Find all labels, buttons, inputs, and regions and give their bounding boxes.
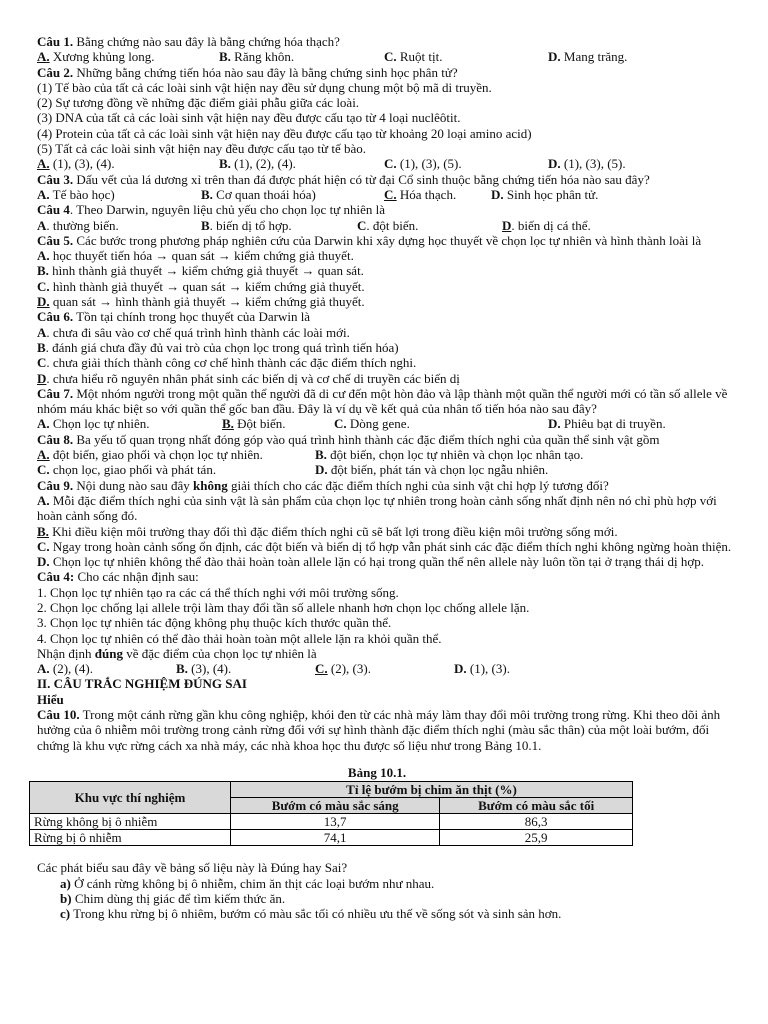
option-c: C. Dòng gene. bbox=[334, 416, 410, 432]
statement: (2) Sự tương đồng về những đặc điểm giải phẫu giữa các loài. bbox=[37, 95, 360, 111]
option-b: B. (1), (2), (4). bbox=[219, 156, 296, 172]
table-caption: Bảng 10.1. bbox=[347, 764, 407, 780]
statement: 4. Chọn lọc tự nhiên có thể đào thải hoàn toàn một allele lặn ra khỏi quần thể. bbox=[37, 630, 442, 646]
option-a: A. chưa đi sâu vào cơ chế quá trình hình thành các loài mới. bbox=[37, 324, 350, 340]
option-a: A. (2), (4). bbox=[37, 661, 93, 677]
answer-row bbox=[37, 462, 733, 477]
question-prompt: Nhận định đúng về đặc điểm của chọn lọc tự nhiên là bbox=[37, 645, 317, 661]
question-label: Câu 1. bbox=[37, 34, 74, 49]
answer-row bbox=[37, 447, 733, 462]
table-row bbox=[30, 814, 633, 830]
answer-row bbox=[37, 416, 733, 431]
question-8: Câu 8. Ba yếu tố quan trọng nhất đóng góp vào quá trình hình thành các đặc điểm thích nghi của quần thể sinh vật gồm bbox=[37, 431, 660, 447]
answer-row bbox=[37, 218, 733, 233]
option-d: D. biến dị cá thể. bbox=[502, 217, 591, 233]
option-d: D. Sinh học phân tử. bbox=[491, 186, 599, 202]
header-area: Khu vực thí nghiệm bbox=[30, 782, 231, 814]
statement: (1) Tế bào của tất cả các loài sinh vật hiện nay đều sử dụng chung một bộ mã di truyền. bbox=[37, 79, 492, 95]
option-d: D. chưa hiểu rõ nguyên nhân phát sinh các biến dị và cơ chế di truyền các biến dị bbox=[37, 370, 460, 386]
option-a: A. đột biến, giao phối và chọn lọc tự nhiên. bbox=[37, 447, 263, 463]
option-a: A. thường biến. bbox=[37, 217, 119, 233]
question-1 bbox=[37, 34, 733, 49]
option-b: B. Răng khôn. bbox=[219, 49, 295, 65]
claim-c: c) Trong khu rừng bị ô nhiêm, bướm có màu sắc tối có nhiều ưu thế về sống sót và sinh sản hơn. bbox=[60, 906, 562, 922]
statement: (3) DNA của tất cả các loài sinh vật hiện nay đều được cấu tạo từ 4 loại nuclêôtit. bbox=[37, 110, 461, 126]
option-c: C. hình thành giả thuyết → quan sát → kiểm chứng giả thuyết. bbox=[37, 278, 365, 294]
question-4: Câu 4. Theo Darwin, nguyên liệu chủ yếu cho chọn lọc tự nhiên là bbox=[37, 202, 385, 218]
statement: 3. Chọn lọc tự nhiên tác động không phụ thuộc kích thước quần thể. bbox=[37, 615, 392, 631]
answer-row bbox=[37, 156, 733, 171]
option-c: C. Ngay trong hoàn cảnh sống ổn định, các đột biến và biến dị tổ hợp vẫn phát sinh các đặc điểm thích nghi không ngừng hoàn thiện. bbox=[37, 538, 732, 554]
statement: (4) Protein của tất cả các loài sinh vật hiện nay đều được cấu tạo từ khoảng 20 loại amino acid) bbox=[37, 125, 532, 141]
option-b: B. (3), (4). bbox=[176, 661, 232, 677]
cell-dark: 25,9 bbox=[440, 830, 633, 846]
option-d: D. Mang trăng. bbox=[548, 49, 628, 65]
statement: 1. Chọn lọc tự nhiên tạo ra các cá thể thích nghi với môi trường sống. bbox=[37, 584, 399, 600]
option-c: C. chọn lọc, giao phối và phát tán. bbox=[37, 462, 217, 478]
claims-intro: Các phát biểu sau đây về bảng số liệu này là Đúng hay Sai? bbox=[37, 860, 348, 876]
option-d: D. đột biến, phát tán và chọn lọc ngẫu nhiên. bbox=[315, 462, 549, 478]
option-b: B. Đột biến. bbox=[222, 416, 286, 432]
claim-b: b) Chim dùng thị giác để tìm kiếm thức ăn. bbox=[60, 890, 286, 906]
document-page bbox=[34, 34, 733, 922]
claim-a: a) Ở cánh rừng không bị ô nhiễm, chim ăn thịt các loại bướm như nhau. bbox=[60, 875, 435, 891]
option-c: C. (1), (3), (5). bbox=[384, 156, 462, 172]
table-row bbox=[30, 830, 633, 846]
question-11: Câu 10. Trong một cánh rừng gần khu công nghiệp, khói đen từ các nhà máy làm thay đổi môi trường trong rừng. Khi theo dõi ảnh hưởng của ô nhiễm môi trường trong cảnh rừng đối với sự hình thành đặc điểm thích nghi (màu sắc thân) của một loài bướm, đối chứng là khu vực rừng cách xa nhà máy, các nhà khoa học thu được số liệu như trong Bảng 10.1. bbox=[37, 707, 721, 753]
option-a: A. Mỗi đặc điểm thích nghi của sinh vật là sản phẩm của chọn lọc tự nhiên trong hoàn cảnh sống nhất định nên nó chỉ phù hợp với hoàn cảnh sống đó. bbox=[37, 492, 717, 524]
header-group: Tỉ lệ bướm bị chim ăn thịt (%) bbox=[231, 782, 633, 798]
option-b: B. hình thành giả thuyết → kiểm chứng giả thuyết → quan sát. bbox=[37, 263, 364, 279]
cell-area: Rừng bị ô nhiễm bbox=[30, 830, 231, 846]
answer-row bbox=[37, 661, 733, 676]
question-text: Bằng chứng nào sau đây là bằng chứng hóa thạch? bbox=[73, 34, 340, 49]
header-light: Bướm có màu sắc sáng bbox=[231, 798, 440, 814]
option-c: C. (2), (3). bbox=[315, 661, 371, 677]
option-a: A. Xương khủng long. bbox=[37, 49, 155, 65]
option-c: C. đột biến. bbox=[357, 217, 419, 233]
option-b: B. biến dị tổ hợp. bbox=[201, 217, 292, 233]
question-2: Câu 2. Những bằng chứng tiến hóa nào sau đây là bằng chứng sinh học phân tử? bbox=[37, 64, 458, 80]
option-d: D. quan sát → hình thành giả thuyết → kiểm chứng giả thuyết. bbox=[37, 294, 365, 310]
question-6: Câu 6. Tồn tại chính trong học thuyết của Darwin là bbox=[37, 309, 311, 325]
cell-area: Rừng không bị ô nhiễm bbox=[30, 814, 231, 830]
option-a: A. Chọn lọc tự nhiên. bbox=[37, 416, 150, 432]
cell-light: 13,7 bbox=[231, 814, 440, 830]
question-7: Câu 7. Một nhóm người trong một quần thể người đã di cư đến một hòn đảo và lập thành một quần thể người mới có tần số allele về nhóm máu khác biệt so với quần thể gốc ban đầu. Đây là ví dụ về kết quả của nhân tố tiến hóa nào sau đây? bbox=[37, 385, 728, 417]
option-c: C. Hóa thạch. bbox=[384, 186, 457, 202]
question-5: Câu 5. Các bước trong phương pháp nghiên cứu của Darwin khi xây dựng học thuyết về chọn lọc tự nhiên và hình thành loài là bbox=[37, 232, 702, 248]
section-level: Hiểu bbox=[37, 691, 64, 707]
answer-row bbox=[37, 187, 733, 202]
data-table bbox=[29, 781, 633, 846]
question-3: Câu 3. Dấu vết của lá dương xỉ trên than đá được phát hiện có từ đại Cổ sinh thuộc bằng chứng tiến hóa nào sau đây? bbox=[37, 171, 650, 187]
cell-dark: 86,3 bbox=[440, 814, 633, 830]
option-c: C. Ruột tịt. bbox=[384, 49, 443, 65]
option-b: B. đánh giá chưa đầy đủ vai trò của chọn lọc trong quá trình tiến hóa) bbox=[37, 339, 399, 355]
option-d: D. Chọn lọc tự nhiên không thể đào thải hoàn toàn allele lặn có hại trong quần thể nên allele này luôn tồn tại ở trạng thái dị hợp. bbox=[37, 554, 705, 570]
option-a: A. học thuyết tiến hóa → quan sát → kiểm chứng giả thuyết. bbox=[37, 248, 354, 264]
answer-row bbox=[37, 49, 733, 64]
option-b: B. Khi điều kiện môi trường thay đổi thì đặc điểm thích nghi cũ sẽ bất lợi trong điều kiện môi trường sống mới. bbox=[37, 523, 618, 539]
question-9: Câu 9. Nội dung nào sau đây không giải thích cho các đặc điểm thích nghi của sinh vật chỉ hợp lý tương đối? bbox=[37, 477, 609, 493]
question-10: Câu 4: Cho các nhận định sau: bbox=[37, 569, 199, 585]
option-c: C. chưa giải thích thành công cơ chế hình thành các đặc điểm thích nghi. bbox=[37, 355, 417, 371]
option-b: B. Cơ quan thoái hóa) bbox=[201, 186, 316, 202]
option-d: D. (1), (3), (5). bbox=[548, 156, 626, 172]
option-a: A. (1), (3), (4). bbox=[37, 156, 115, 172]
option-d: D. (1), (3). bbox=[454, 661, 510, 677]
header-dark: Bướm có màu sắc tối bbox=[440, 798, 633, 814]
statement: (5) Tất cả các loài sinh vật hiện nay đều được cấu tạo từ tế bào. bbox=[37, 141, 366, 157]
option-a: A. Tế bào học) bbox=[37, 186, 115, 202]
section-title: II. CÂU TRẮC NGHIỆM ĐÚNG SAI bbox=[37, 676, 247, 692]
option-d: D. Phiêu bạt di truyền. bbox=[548, 416, 666, 432]
statement: 2. Chọn lọc chống lại allele trội làm thay đổi tần số allele nhanh hơn chọn lọc chống allele lặn. bbox=[37, 599, 530, 615]
cell-light: 74,1 bbox=[231, 830, 440, 846]
option-b: B. đột biến, chọn lọc tự nhiên và chọn lọc nhân tạo. bbox=[315, 447, 584, 463]
